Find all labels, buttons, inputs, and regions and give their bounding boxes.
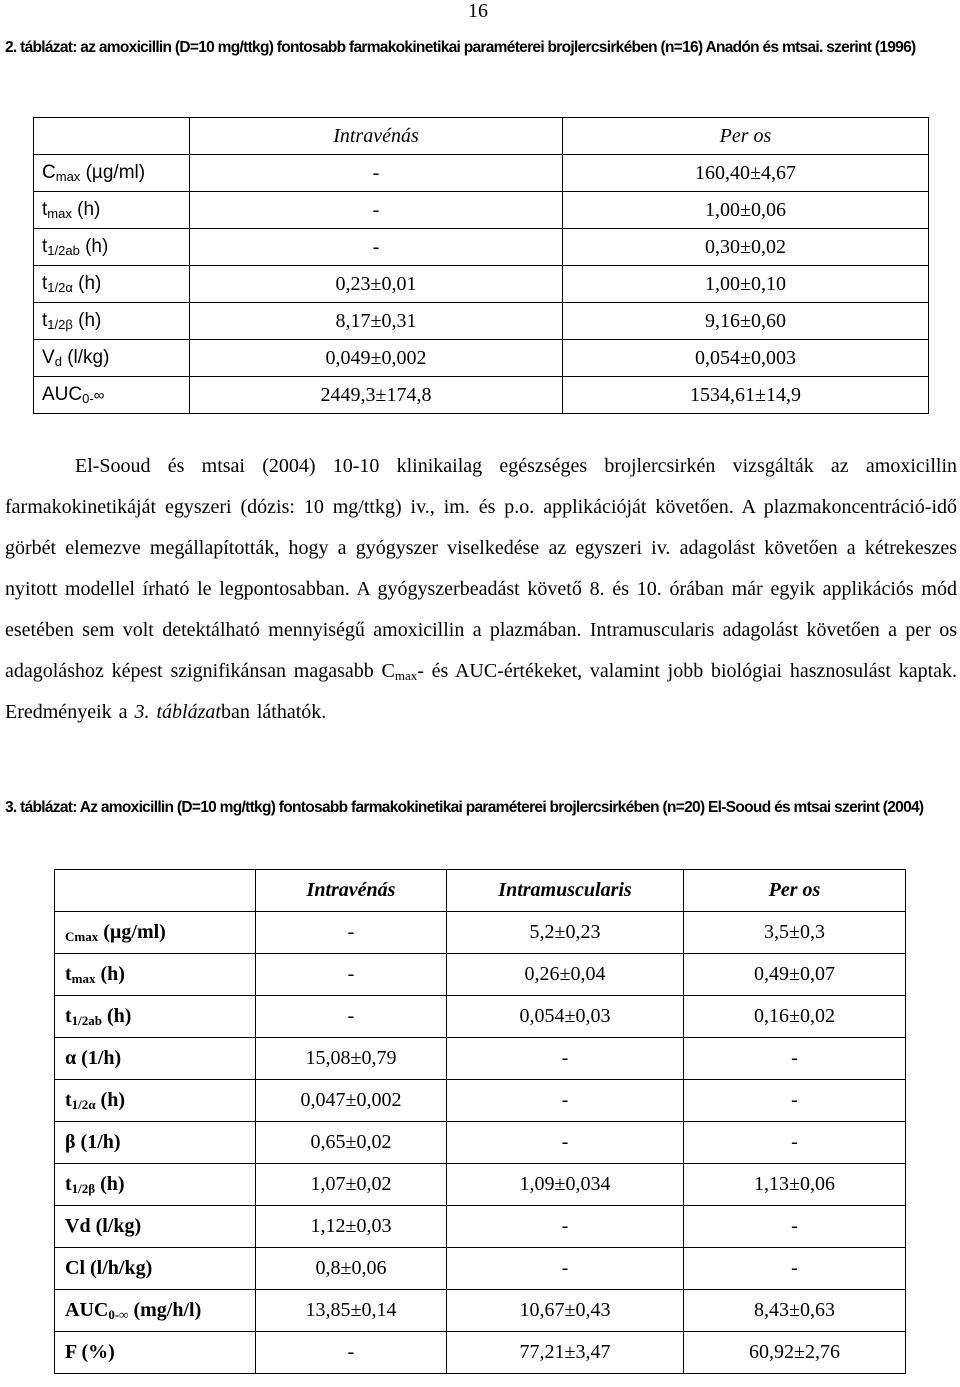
table-3-row <box>55 1038 906 1080</box>
table-2-column-header: Per os <box>563 118 929 155</box>
parameter-symbol: t <box>42 236 48 257</box>
table-3-column-header: Intravénás <box>256 870 447 912</box>
parameter-unit: (l/kg) <box>90 1215 142 1237</box>
table-2-body <box>34 118 929 414</box>
table-3-row <box>55 1332 906 1374</box>
table-2-cell: 0,049±0,002 <box>190 340 563 377</box>
parameter-subscript: 0- <box>82 391 94 406</box>
table-3-cell: 0,16±0,02 <box>684 996 906 1038</box>
table-3-row-label <box>55 1332 256 1374</box>
paragraph-text-a: El-Sooud és mtsai (2004) 10-10 klinikailag egészséges brojlercsirkén vizsgálták az amoxicillin farmakokinetikáját egyszeri (dózis: 10 mg/ttkg) iv., im. és p.o. applikációját követően. A plazmakoncentráció-idő görbét elemezve megállapították, hogy a gyógyszer viselkedése az egyszeri iv. adagolást követően a kétrekeszes nyitott modellel írható le legpontosabban. A gyógyszerbeadást követő 8. és 10. órában már egyik applikációs mód esetében sem volt detektálható mennyiségű amoxicillin a plazmában. Intramuscularis adagolást követően a per os adagoláshoz képest szignifikánsan magasabb C <box>5 455 957 682</box>
table-2-cell: 1,00±0,10 <box>563 266 929 303</box>
table-3-caption: 3. táblázat: Az amoxicillin (D=10 mg/ttkg) fontosabb farmakokinetikai paraméterei brojlercsirkében (n=20) El-Sooud és mtsai szerint (2004) <box>5 799 924 816</box>
table-3-cell: 0,49±0,07 <box>684 954 906 996</box>
body-paragraph <box>5 446 957 733</box>
table-3-row-label <box>55 912 256 954</box>
table-3-row <box>55 1206 906 1248</box>
parameter-symbol: t <box>65 963 72 985</box>
table-3-row <box>55 1164 906 1206</box>
table-2-header-empty <box>34 118 190 155</box>
table-2-row-label <box>34 303 190 340</box>
table-3-cell: - <box>256 954 447 996</box>
table-3-cell: 13,85±0,14 <box>256 1290 447 1332</box>
table-3-cell: - <box>684 1248 906 1290</box>
parameter-unit: (h) <box>95 1173 125 1195</box>
table-2-cell: 0,054±0,003 <box>563 340 929 377</box>
table-3-row-label <box>55 1248 256 1290</box>
parameter-unit: (h) <box>72 310 102 331</box>
table-3-cell: 1,09±0,034 <box>447 1164 684 1206</box>
parameter-unit: (µg/ml) <box>80 162 146 183</box>
table-3-cell: 77,21±3,47 <box>447 1332 684 1374</box>
table-2-row-label <box>34 229 190 266</box>
parameter-symbol: C <box>42 162 56 183</box>
parameter-unit: (l/kg) <box>61 347 110 368</box>
table-3-cell: 0,054±0,03 <box>447 996 684 1038</box>
table-3-row <box>55 912 906 954</box>
table-2-cell: 160,40±4,67 <box>563 155 929 192</box>
parameter-symbol: Vd <box>65 1215 91 1237</box>
table-2-cell: 0,23±0,01 <box>190 266 563 303</box>
table-2-cell: 8,17±0,31 <box>190 303 563 340</box>
table-3-column-header: Per os <box>684 870 906 912</box>
table-3-cell: - <box>684 1122 906 1164</box>
table-3-cell: 1,07±0,02 <box>256 1164 447 1206</box>
table-3 <box>54 869 906 1374</box>
table-3-body <box>55 870 906 1374</box>
parameter-symbol: Cl <box>65 1257 85 1279</box>
parameter-subscript: 1/2α <box>47 280 73 295</box>
parameter-subscript: 1/2ab <box>47 243 80 258</box>
parameter-unit: ∞ <box>93 387 105 404</box>
table-3-row-label <box>55 996 256 1038</box>
table-3-header-empty <box>55 870 256 912</box>
table-3-row-label <box>55 1206 256 1248</box>
table-3-cell: 3,5±0,3 <box>684 912 906 954</box>
table-3-row <box>55 1080 906 1122</box>
parameter-subscript: 1/2α <box>71 1097 96 1112</box>
table-2-row-label <box>34 340 190 377</box>
parameter-unit: (l/h/kg) <box>85 1257 153 1279</box>
table-2-row <box>34 155 929 192</box>
table-2-row <box>34 266 929 303</box>
table-3-cell: 60,92±2,76 <box>684 1332 906 1374</box>
table-3-row-label <box>55 1164 256 1206</box>
table-2-caption: 2. táblázat: az amoxicillin (D=10 mg/ttkg) fontosabb farmakokinetikai paraméterei brojlercsirkében (n=16) Anadón és mtsai. szerint (1996) <box>5 39 916 56</box>
table-3-row <box>55 1290 906 1332</box>
table-2-cell: 1534,61±14,9 <box>563 377 929 414</box>
parameter-symbol: α <box>65 1047 77 1069</box>
table-2-cell: - <box>190 229 563 266</box>
table-3-column-header: Intramuscularis <box>447 870 684 912</box>
parameter-unit: (%) <box>76 1341 115 1363</box>
table-reference: 3. táblázat <box>134 701 221 723</box>
table-3-cell: - <box>684 1206 906 1248</box>
table-2-row <box>34 229 929 266</box>
parameter-symbol: t <box>65 1005 72 1027</box>
parameter-unit: (h) <box>79 236 109 257</box>
parameter-subscript: 1/2β <box>71 1181 96 1196</box>
table-3-cell: - <box>447 1080 684 1122</box>
parameter-symbol: t <box>65 1089 72 1111</box>
parameter-unit: (1/h) <box>75 1131 121 1153</box>
table-2-row-label <box>34 192 190 229</box>
table-3-cell: 0,26±0,04 <box>447 954 684 996</box>
parameter-unit: (h) <box>71 199 101 220</box>
table-3-cell: - <box>447 1206 684 1248</box>
table-2-cell: 9,16±0,60 <box>563 303 929 340</box>
table-2-row-label <box>34 377 190 414</box>
parameter-symbol: AUC <box>65 1299 109 1321</box>
parameter-symbol: t <box>65 1173 72 1195</box>
parameter-unit: (h) <box>72 273 102 294</box>
table-3-cell: 5,2±0,23 <box>447 912 684 954</box>
parameter-subscript: max <box>55 169 81 184</box>
parameter-unit: (µg/ml) <box>98 921 166 943</box>
table-2-row-label <box>34 155 190 192</box>
table-3-row-label <box>55 1290 256 1332</box>
table-3-row-label <box>55 954 256 996</box>
parameter-subscript: d <box>54 354 62 369</box>
table-2-row <box>34 377 929 414</box>
table-2-column-header: Intravénás <box>190 118 563 155</box>
parameter-symbol: F <box>65 1341 77 1363</box>
parameter-unit: (1/h) <box>76 1047 122 1069</box>
table-3-cell: 15,08±0,79 <box>256 1038 447 1080</box>
table-3-cell: 1,12±0,03 <box>256 1206 447 1248</box>
paragraph-text-b: - és AUC-értékeket, valamint jobb biológiai hasznosulást kaptak. Eredményeik a <box>5 660 958 723</box>
table-2-cell: - <box>190 155 563 192</box>
table-3-cell: 0,8±0,06 <box>256 1248 447 1290</box>
parameter-subscript: Cmax <box>65 929 99 944</box>
table-3-cell: - <box>256 912 447 954</box>
table-3-cell: 1,13±0,06 <box>684 1164 906 1206</box>
table-2-row-label <box>34 266 190 303</box>
table-3-cell: 0,047±0,002 <box>256 1080 447 1122</box>
parameter-symbol: β <box>65 1131 76 1153</box>
table-2-cell: - <box>190 192 563 229</box>
parameter-subscript: max <box>47 206 72 221</box>
table-2-row <box>34 303 929 340</box>
table-3-cell: 10,67±0,43 <box>447 1290 684 1332</box>
table-3-header-row <box>55 870 906 912</box>
parameter-unit: (mg/h/l) <box>128 1299 202 1321</box>
table-3-row <box>55 1122 906 1164</box>
paragraph-text-c: ban láthatók. <box>220 701 327 723</box>
parameter-symbol: AUC <box>42 384 83 405</box>
parameter-subscript: 0-∞ <box>108 1307 129 1322</box>
parameter-unit: (h) <box>95 1089 125 1111</box>
table-3-cell: - <box>256 996 447 1038</box>
page-number: 16 <box>468 0 488 22</box>
parameter-symbol: V <box>42 347 55 368</box>
table-2-row <box>34 340 929 377</box>
table-3-cell: - <box>447 1122 684 1164</box>
table-2-cell: 2449,3±174,8 <box>190 377 563 414</box>
table-3-cell: - <box>447 1248 684 1290</box>
table-2-header-row <box>34 118 929 155</box>
table-3-row-label <box>55 1038 256 1080</box>
parameter-symbol: t <box>42 199 48 220</box>
parameter-symbol: t <box>42 310 48 331</box>
table-3-row <box>55 1248 906 1290</box>
table-3-cell: 0,65±0,02 <box>256 1122 447 1164</box>
paragraph-subscript: max <box>394 668 418 683</box>
table-3-cell: 8,43±0,63 <box>684 1290 906 1332</box>
table-3-row-label <box>55 1122 256 1164</box>
parameter-subscript: 1/2ab <box>71 1013 103 1028</box>
table-3-cell: - <box>447 1038 684 1080</box>
table-3-cell: - <box>684 1038 906 1080</box>
parameter-subscript: 1/2β <box>47 317 73 332</box>
table-2-cell: 0,30±0,02 <box>563 229 929 266</box>
table-3-cell: - <box>256 1332 447 1374</box>
parameter-subscript: max <box>71 971 96 986</box>
table-2-row <box>34 192 929 229</box>
table-2-cell: 1,00±0,06 <box>563 192 929 229</box>
table-2 <box>33 117 929 414</box>
paragraph-text <box>5 446 957 733</box>
parameter-symbol: t <box>42 273 48 294</box>
table-3-row <box>55 954 906 996</box>
parameter-unit: (h) <box>102 1005 132 1027</box>
table-3-row <box>55 996 906 1038</box>
table-3-row-label <box>55 1080 256 1122</box>
parameter-unit: (h) <box>95 963 125 985</box>
table-3-cell: - <box>684 1080 906 1122</box>
